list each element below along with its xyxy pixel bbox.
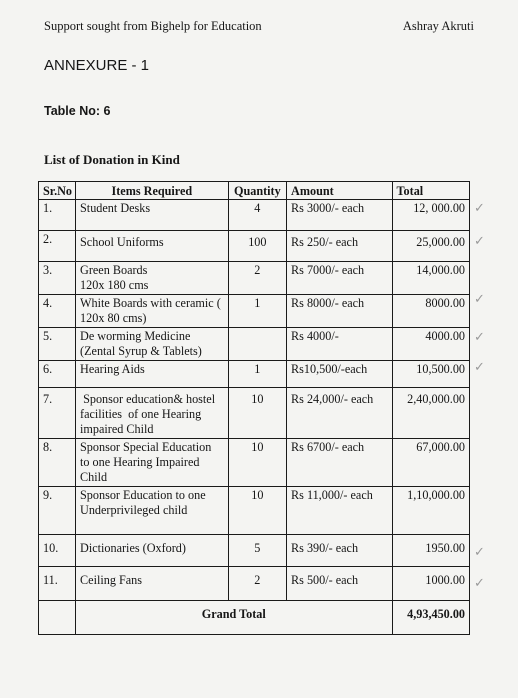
- table-row: [39, 262, 470, 295]
- table-row: [39, 439, 470, 487]
- cell-srno: 11.: [39, 567, 76, 601]
- header-right-text: Ashray Akruti: [402, 19, 474, 33]
- table-body: [39, 200, 470, 635]
- table-row: [39, 361, 470, 388]
- table-number: Table No: 6: [44, 104, 111, 118]
- cell-total: 4000.00: [392, 328, 469, 361]
- check-mark-icon: ✓: [474, 576, 485, 591]
- cell-quantity: [228, 328, 286, 361]
- cell-total: 8000.00: [392, 295, 469, 328]
- table-row: [39, 328, 470, 361]
- cell-srno: 2.: [39, 231, 76, 262]
- cell-amount: Rs 390/- each: [287, 535, 393, 567]
- cell-total: 14,000.00: [392, 262, 469, 295]
- cell-srno: 10.: [39, 535, 76, 567]
- cell-item: Ceiling Fans: [76, 567, 229, 601]
- cell-amount: Rs 11,000/- each: [287, 487, 393, 535]
- column-header-quantity: Quantity: [228, 182, 286, 200]
- cell-srno: 8.: [39, 439, 76, 487]
- column-header-items: Items Required: [76, 182, 229, 200]
- cell-total: 10,500.00: [392, 361, 469, 388]
- table-row: [39, 388, 470, 439]
- cell-item: School Uniforms: [76, 231, 229, 262]
- cell-item: De worming Medicine (Zental Syrup & Tablets): [76, 328, 229, 361]
- header-left-text: Support sought from Bighelp for Education: [44, 19, 262, 33]
- cell-quantity: 5: [228, 535, 286, 567]
- cell-amount: Rs 7000/- each: [287, 262, 393, 295]
- cell-quantity: 2: [228, 567, 286, 601]
- check-mark-icon: ✓: [474, 234, 485, 249]
- cell-amount: Rs10,500/-each: [287, 361, 393, 388]
- cell-item: Student Desks: [76, 200, 229, 231]
- cell-total: 1,10,000.00: [392, 487, 469, 535]
- cell-quantity: 10: [228, 439, 286, 487]
- cell-item: Green Boards 120x 180 cms: [76, 262, 229, 295]
- cell-item: Sponsor Education to one Underprivileged child: [76, 487, 229, 535]
- donation-table: [38, 181, 470, 635]
- show-through-text: [180, 86, 480, 101]
- grand-total-row: [39, 601, 470, 635]
- annexure-title: ANNEXURE - 1: [44, 57, 150, 74]
- table-row: [39, 487, 470, 535]
- cell-quantity: 10: [228, 487, 286, 535]
- cell-srno: 3.: [39, 262, 76, 295]
- cell-item: Sponsor Special Education to one Hearing Impaired Child: [76, 439, 229, 487]
- table-row: [39, 567, 470, 601]
- check-mark-icon: ✓: [474, 330, 485, 345]
- cell-srno: 5.: [39, 328, 76, 361]
- column-header-total: Total: [392, 182, 469, 200]
- check-mark-icon: ✓: [474, 360, 485, 375]
- cell-srno: 6.: [39, 361, 76, 388]
- table-row: [39, 200, 470, 231]
- table-row: [39, 535, 470, 567]
- cell-item: Dictionaries (Oxford): [76, 535, 229, 567]
- cell-srno: 9.: [39, 487, 76, 535]
- cell-amount: Rs 24,000/- each: [287, 388, 393, 439]
- cell-srno: 1.: [39, 200, 76, 231]
- cell-quantity: 4: [228, 200, 286, 231]
- check-mark-icon: ✓: [474, 292, 485, 307]
- cell-item: Hearing Aids: [76, 361, 229, 388]
- cell-item: Sponsor education& hostel facilities of one Hearing impaired Child: [76, 388, 229, 439]
- table-row: [39, 231, 470, 262]
- cell-amount: Rs 3000/- each: [287, 200, 393, 231]
- table-header-row: [39, 182, 470, 200]
- column-header-srno: Sr.No: [39, 182, 76, 200]
- cell-amount: Rs 4000/-: [287, 328, 393, 361]
- cell-total: 12, 000.00: [392, 200, 469, 231]
- table-caption: List of Donation in Kind: [44, 152, 180, 167]
- cell-amount: Rs 6700/- each: [287, 439, 393, 487]
- cell-quantity: 2: [228, 262, 286, 295]
- check-mark-icon: ✓: [474, 545, 485, 560]
- cell-quantity: 1: [228, 295, 286, 328]
- cell-srno: 7.: [39, 388, 76, 439]
- grand-total-label: Grand Total: [76, 601, 393, 635]
- cell-amount: Rs 250/- each: [287, 231, 393, 262]
- grand-total-value: 4,93,450.00: [392, 601, 469, 635]
- cell-srno: 4.: [39, 295, 76, 328]
- cell-total: 1950.00: [392, 535, 469, 567]
- table-row: [39, 295, 470, 328]
- column-header-amount: Amount: [287, 182, 393, 200]
- cell-empty: [39, 601, 76, 635]
- cell-quantity: 10: [228, 388, 286, 439]
- cell-amount: Rs 8000/- each: [287, 295, 393, 328]
- cell-quantity: 1: [228, 361, 286, 388]
- cell-total: 1000.00: [392, 567, 469, 601]
- cell-amount: Rs 500/- each: [287, 567, 393, 601]
- cell-total: 67,000.00: [392, 439, 469, 487]
- cell-total: 25,000.00: [392, 231, 469, 262]
- cell-total: 2,40,000.00: [392, 388, 469, 439]
- cell-item: White Boards with ceramic ( 120x 80 cms): [76, 295, 229, 328]
- check-mark-icon: ✓: [474, 201, 485, 216]
- cell-quantity: 100: [228, 231, 286, 262]
